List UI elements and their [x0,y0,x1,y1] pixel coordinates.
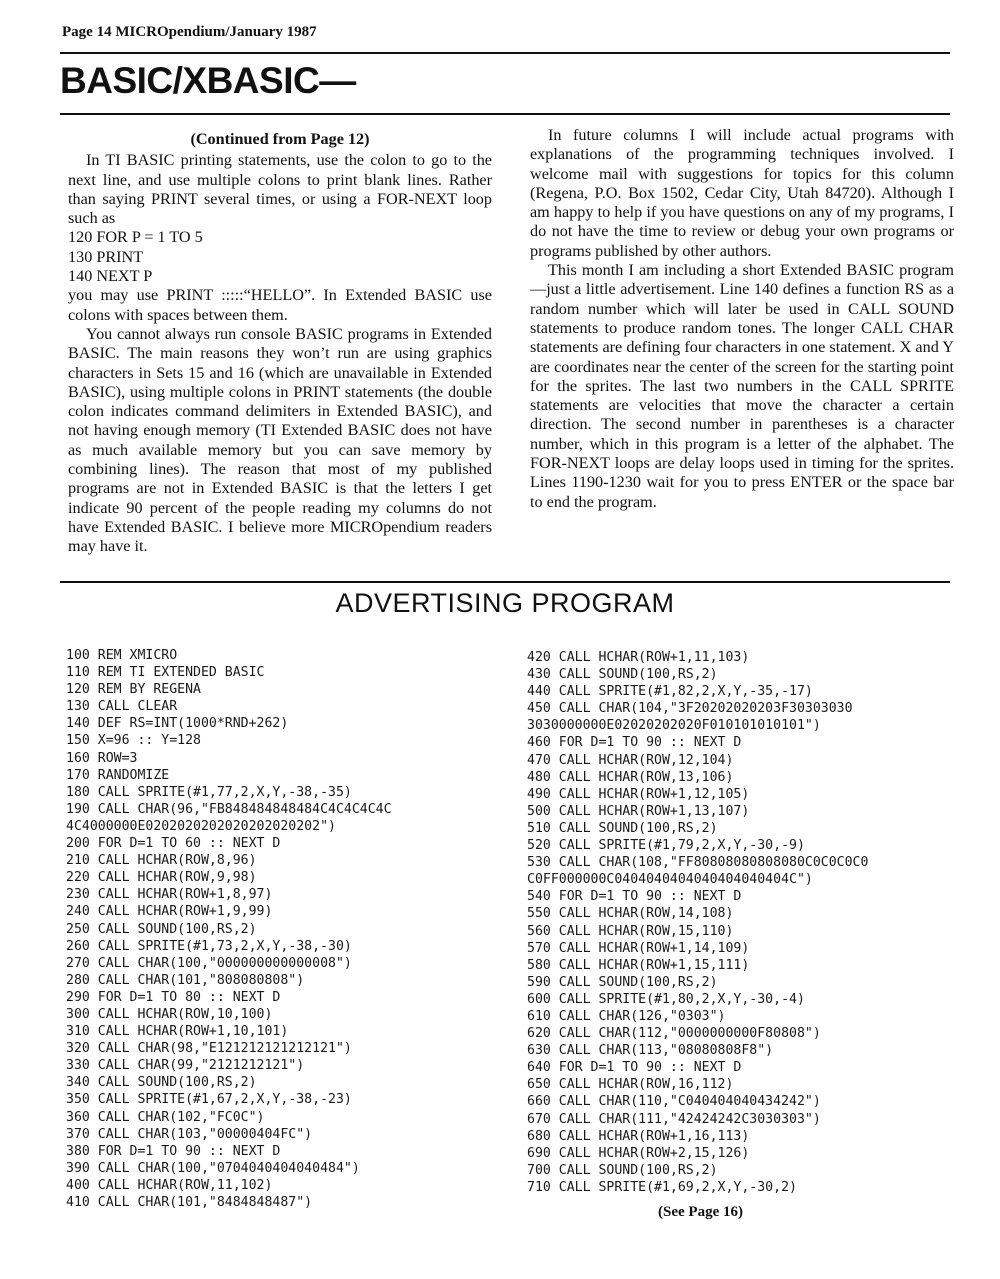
paragraph: In future columns I will include actual programs with explanations of the programming techniques involved. I welcome mail with suggestions for topics for this column (Regena, P.O. Box 1502, Cedar City, Utah 84720). Although I am happy to help if you have questions on any of my programs, I do not have the time to review or debug your own programs or programs published by other authors. [530,126,954,260]
code-listing-left: 100 REM XMICRO 110 REM TI EXTENDED BASIC 120 REM BY REGENA 130 CALL CLEAR 140 DEF RS=INT(1000*RND+262) 150 X=96 :: Y=128 160 ROW=3 170 RANDOMIZE 180 CALL SPRITE(#1,77,2,X,Y,-38,-35) 190 CALL CHAR(96,"FB848484848484C4C4C4C4C 4C4000000E0202020202020202020202") 200 FOR D=1 TO 60 :: NEXT D 210 CALL HCHAR(ROW,8,96) 220 CALL HCHAR(ROW,9,98) 230 CALL HCHAR(ROW+1,8,97) 240 CALL HCHAR(ROW+1,9,99) 250 CALL SOUND(100,RS,2) 260 CALL SPRITE(#1,73,2,X,Y,-38,-30) 270 CALL CHAR(100,"000000000000008") 280 CALL CHAR(101,"808080808") 290 FOR D=1 TO 80 :: NEXT D 300 CALL HCHAR(ROW,10,100) 310 CALL HCHAR(ROW+1,10,101) 320 CALL CHAR(98,"E121212121212121") 330 CALL CHAR(99,"2121212121") 340 CALL SOUND(100,RS,2) 350 CALL SPRITE(#1,67,2,X,Y,-38,-23) 360 CALL CHAR(102,"FC0C") 370 CALL CHAR(103,"00000404FC") 380 FOR D=1 TO 90 :: NEXT D 390 CALL CHAR(100,"0704040404040484") 400 CALL HCHAR(ROW,11,102) 410 CALL CHAR(101,"8484848487") [66,648,392,1210]
continued-note: (Continued from Page 12) [190,130,370,148]
paragraph: In TI BASIC printing statements, use the colon to go to the next line, and use multiple colons to print blank lines. Rather than saying PRINT several times, or using a FOR-NEXT loop such as [68,151,492,228]
code-line: 120 FOR P = 1 TO 5 [68,228,203,247]
left-column [68,126,492,557]
code-line: 140 NEXT P [68,267,153,286]
paragraph: you may use PRINT :::::“HELLO”. In Extended BASIC use colons with spaces between them. [68,286,492,324]
title-rule [60,113,950,115]
continued-reference: (See Page 16) [658,1204,743,1220]
program-title: ADVERTISING PROGRAM [335,588,675,618]
code-listing-right: 420 CALL HCHAR(ROW+1,11,103) 430 CALL SOUND(100,RS,2) 440 CALL SPRITE(#1,82,2,X,Y,-35,-17) 450 CALL CHAR(104,"3F20202020203F30303030 3030000000E02020202020F010101010101") 460 FOR D=1 TO 90 :: NEXT D 470 CALL HCHAR(ROW,12,104) 480 CALL HCHAR(ROW,13,106) 490 CALL HCHAR(ROW+1,12,105) 500 CALL HCHAR(ROW+1,13,107) 510 CALL SOUND(100,RS,2) 520 CALL SPRITE(#1,79,2,X,Y,-30,-9) 530 CALL CHAR(108,"FF80808080808080C0C0C0C0 C0FF000000C0404040404040404040404C") 540 FOR D=1 TO 90 :: NEXT D 550 CALL HCHAR(ROW,14,108) 560 CALL HCHAR(ROW,15,110) 570 CALL HCHAR(ROW+1,14,109) 580 CALL HCHAR(ROW+1,15,111) 590 CALL SOUND(100,RS,2) 600 CALL SPRITE(#1,80,2,X,Y,-30,-4) 610 CALL CHAR(126,"0303") 620 CALL CHAR(112,"0000000000F80808") 630 CALL CHAR(113,"08080808F8") 640 FOR D=1 TO 90 :: NEXT D 650 CALL HCHAR(ROW,16,112) 660 CALL CHAR(110,"C040404040434242") 670 CALL CHAR(111,"42424242C3030303") 680 CALL HCHAR(ROW+1,16,113) 690 CALL HCHAR(ROW+2,15,126) 700 CALL SOUND(100,RS,2) 710 CALL SPRITE(#1,69,2,X,Y,-30,2) [527,650,869,1195]
code-line: 130 PRINT [68,247,144,266]
page-header: Page 14 MICROpendium/January 1987 [62,24,317,40]
paragraph: This month I am including a short Extended BASIC program—just a little advertisement. Line 140 defines a function RS as a random number which will later be used in CALL SOUND statements to produce random tones. The longer CALL CHAR statements are defining four characters in one statement. X and Y are coordinates near the center of the screen for the starting point for the sprites. The last two numbers in the CALL SPRITE statements are velocities that move the character a certain direction. The second number in parentheses is a character number, which in this program is a letter of the alphabet. The FOR-NEXT loops are delay loops used in timing for the sprites. Lines 1190-1230 wait for you to press ENTER or the space bar to end the program. [530,261,954,511]
right-column [530,126,954,512]
paragraph: You cannot always run console BASIC programs in Extended BASIC. The main reasons they won’t run are using graphics characters in Sets 15 and 16 (which are unavailable in Extended BASIC), using multiple colons in PRINT statements (the double colon indicates command delimiters in Extended BASIC), and not having enough memory (TI Extended BASIC does not have as much available memory but you can save memory by combining lines). The reason that most of my published programs are not in Extended BASIC is that the letters I get indicate 90 percent of the people reading my columns do not have Extended BASIC. I believe more MICROpendium readers may have it. [68,324,492,556]
program-rule [60,581,950,583]
section-title: BASIC/XBASIC— [60,60,356,101]
top-rule [60,52,950,54]
